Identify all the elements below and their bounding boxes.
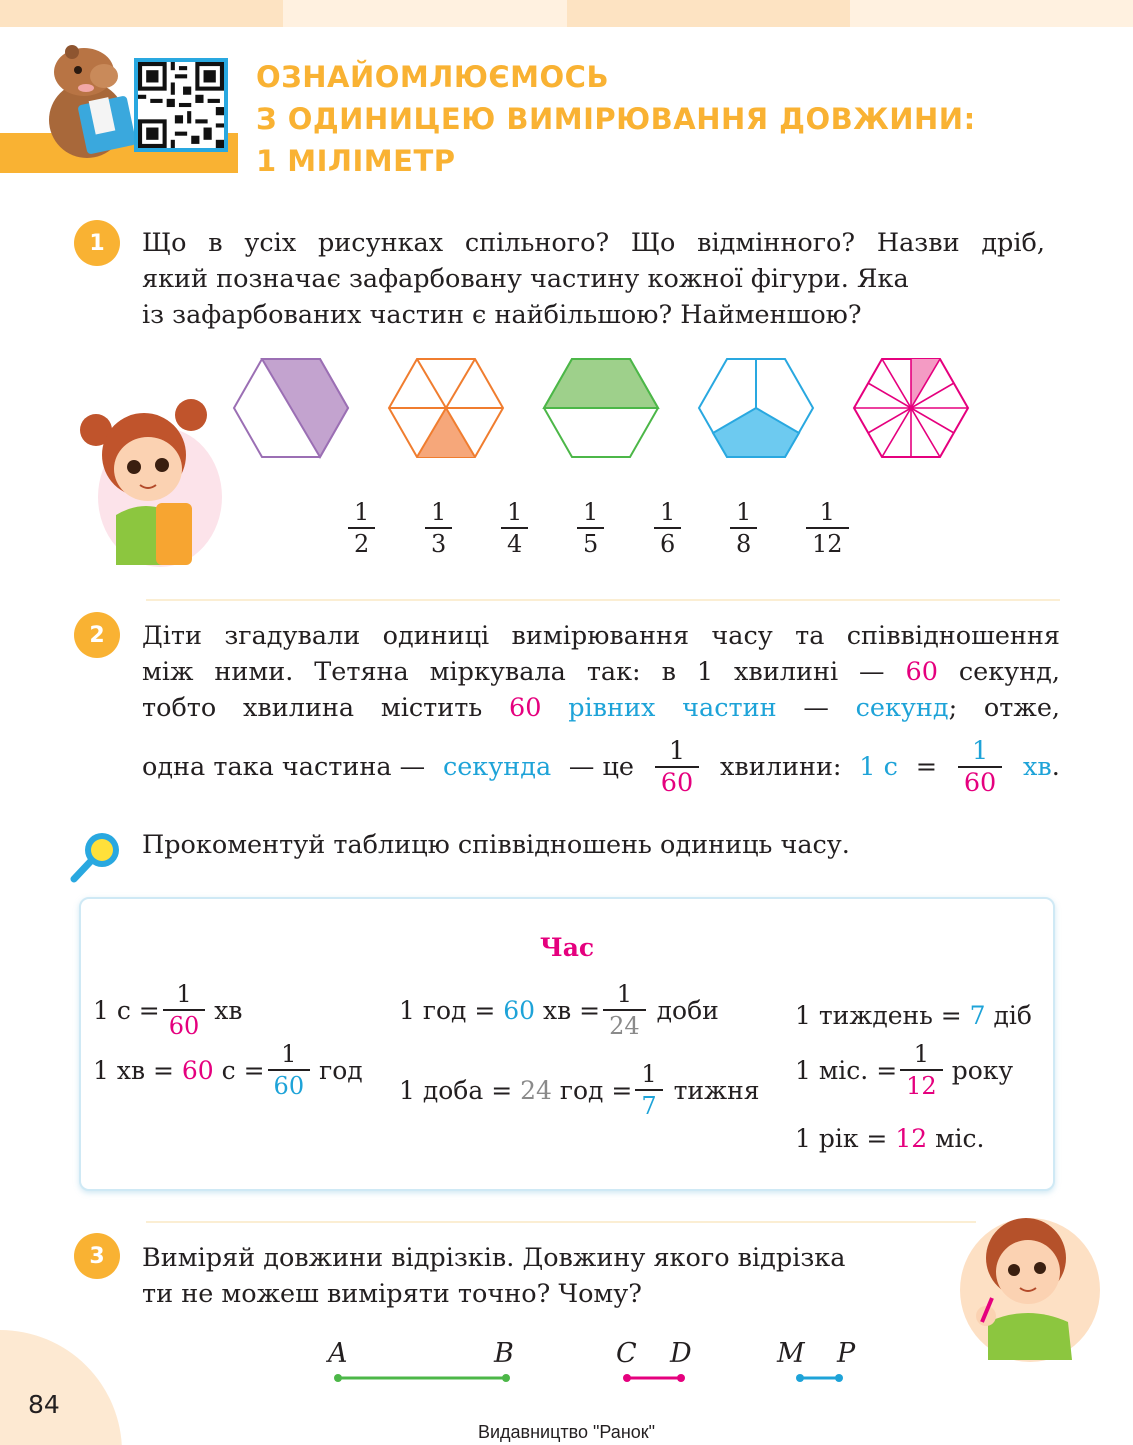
fraction — [958, 736, 1002, 798]
fraction-numerator: 1 — [736, 498, 752, 526]
table-row — [93, 1039, 363, 1101]
task2-line — [142, 730, 1060, 804]
task1-line: Що в усіх рисунках спільного? Що відмінного? Назви дріб, — [142, 228, 1045, 258]
fraction — [163, 979, 206, 1041]
task3-line: ти не можеш виміряти точно? Чому? — [142, 1279, 642, 1309]
title-line: З ОДИНИЦЕЮ ВИМІРЮВАННЯ ДОВЖИНИ: — [256, 102, 976, 136]
task2-line — [142, 654, 1060, 690]
title-line: 1 МІЛІМЕТР — [256, 144, 456, 178]
hexagon-third — [542, 357, 660, 459]
segment-mp — [792, 1370, 848, 1386]
hexagon-half — [232, 357, 350, 459]
comment-instruction: Прокоментуй таблицю співвідношень одиниць часу. — [142, 830, 850, 860]
fraction — [900, 1039, 943, 1101]
fraction — [348, 497, 375, 559]
text-run: одна така частина — — [142, 752, 426, 782]
fraction-denominator: 60 — [163, 1009, 206, 1041]
fraction-numerator: 1 — [354, 498, 370, 526]
fraction-denominator: 60 — [958, 766, 1002, 798]
fraction — [603, 979, 646, 1041]
point-label: C — [616, 1338, 637, 1369]
text-run: між ними. Тетяна міркувала так: в 1 хвилині — — [142, 657, 885, 687]
highlight-term: секунд — [855, 693, 949, 723]
highlight-term: 1 с — [859, 752, 898, 782]
magnifier-icon — [68, 829, 126, 885]
point-label: P — [837, 1338, 856, 1369]
highlight-number: 60 — [508, 693, 542, 723]
fraction-denominator: 3 — [425, 527, 452, 559]
text-run: 1 доба = — [399, 1075, 513, 1105]
table-row — [93, 979, 242, 1041]
text-run: тобто хвилина містить — [142, 693, 483, 723]
top-stripe — [567, 0, 850, 27]
fraction — [654, 497, 681, 559]
text-run: . — [1051, 752, 1060, 782]
text-run: секунд, — [958, 657, 1060, 687]
segment-ab — [330, 1370, 516, 1386]
fraction-numerator: 1 — [913, 1040, 930, 1068]
fraction-denominator: 7 — [635, 1089, 662, 1121]
text-run: хв = — [543, 995, 601, 1025]
fraction-numerator: 1 — [971, 736, 989, 766]
point-label: D — [670, 1338, 692, 1369]
text-run: 1 тиждень = — [795, 1001, 962, 1030]
fraction-numerator: 1 — [583, 498, 599, 526]
text-run: хвилини: — [720, 752, 842, 782]
fraction — [635, 1059, 662, 1121]
highlight-term: хв — [1023, 752, 1052, 782]
fraction-numerator: 1 — [616, 980, 632, 1008]
table-row — [795, 1124, 984, 1153]
task3-line: Виміряй довжини відрізків. Довжину якого відрізка — [142, 1243, 846, 1273]
lesson-title — [256, 56, 1076, 182]
fraction-denominator: 24 — [603, 1009, 646, 1041]
table-title: Час — [539, 933, 595, 962]
fraction-numerator: 1 — [819, 498, 835, 526]
fraction-denominator: 60 — [268, 1069, 311, 1101]
boy-illustration — [958, 1212, 1108, 1362]
fraction — [577, 497, 604, 559]
text-run: ; отже, — [948, 693, 1061, 723]
task-number-badge: 1 — [74, 220, 120, 266]
text-run: с = — [221, 1055, 265, 1085]
fraction-denominator: 60 — [655, 766, 699, 798]
qr-code[interactable] — [134, 58, 228, 152]
point-label: B — [494, 1338, 514, 1369]
page-number: 84 — [28, 1390, 60, 1419]
text-run: 1 с = — [93, 995, 160, 1025]
text-run: року — [951, 1055, 1014, 1085]
highlight-number: 60 — [181, 1055, 214, 1085]
text-run: міс. — [935, 1124, 985, 1153]
hexagon-sixth — [387, 357, 505, 459]
qr-code-icon — [138, 62, 224, 148]
task2-line — [142, 690, 1060, 726]
fraction — [425, 497, 452, 559]
fraction — [655, 736, 699, 798]
text-run: хв — [214, 995, 243, 1025]
fraction-denominator: 6 — [654, 527, 681, 559]
task-number-badge: 2 — [74, 612, 120, 658]
task1-line: із зафарбованих частин є найбільшою? Найменшою? — [142, 300, 862, 330]
hexagon-twelfth — [852, 357, 970, 459]
segment-cd — [619, 1370, 691, 1386]
text-run: діб — [993, 1001, 1032, 1030]
fraction — [806, 497, 849, 559]
table-row — [795, 1039, 1013, 1101]
girl-illustration — [76, 385, 226, 570]
section-divider — [146, 1221, 976, 1223]
top-stripe — [283, 0, 567, 27]
highlight-number: 60 — [503, 995, 536, 1025]
fraction — [501, 497, 528, 559]
time-relations-table — [79, 897, 1055, 1191]
task-number-badge: 3 — [74, 1233, 120, 1279]
highlight-number: 60 — [905, 657, 938, 687]
fraction-numerator: 1 — [431, 498, 447, 526]
highlight-number: 24 — [520, 1075, 552, 1105]
highlight-term: рівних частин — [568, 693, 777, 723]
fraction-numerator: 1 — [176, 980, 192, 1008]
fraction-denominator: 12 — [806, 527, 849, 559]
fraction-numerator: 1 — [660, 498, 676, 526]
fraction-denominator: 8 — [730, 527, 757, 559]
fraction-numerator: 1 — [507, 498, 523, 526]
task2-line: Діти згадували одиниці вимірювання часу та співвідношення — [142, 621, 1060, 651]
text-run: год = — [559, 1075, 633, 1105]
equals-sign: = — [915, 752, 938, 782]
text-run: год — [319, 1055, 363, 1085]
point-label: A — [328, 1338, 348, 1369]
top-stripe — [850, 0, 1133, 27]
point-label: M — [777, 1338, 805, 1369]
text-run: доби — [656, 995, 719, 1025]
text-run: 1 хв = — [93, 1055, 174, 1085]
fraction-numerator: 1 — [281, 1040, 297, 1068]
top-stripe — [0, 0, 283, 27]
text-run: — — [803, 693, 829, 723]
task1-line: який позначає зафарбовану частину кожної фігури. Яка — [142, 264, 909, 294]
table-row — [399, 979, 719, 1041]
text-run: 1 рік = — [795, 1124, 888, 1153]
text-run: тижня — [673, 1075, 760, 1105]
fraction-numerator: 1 — [668, 736, 686, 766]
highlight-term: секунда — [442, 752, 552, 782]
fraction — [730, 497, 757, 559]
table-row — [399, 1059, 760, 1121]
capybara-illustration — [42, 40, 142, 160]
text-run: 1 міс. = — [795, 1055, 898, 1085]
fraction-denominator: 4 — [501, 527, 528, 559]
section-divider — [146, 599, 1060, 601]
highlight-number: 12 — [895, 1124, 928, 1153]
fraction-numerator: 1 — [641, 1060, 657, 1088]
hexagon-thirds — [697, 357, 815, 459]
fraction-denominator: 12 — [900, 1069, 943, 1101]
title-line: ОЗНАЙОМЛЮЄМОСЬ — [256, 60, 610, 94]
fraction-denominator: 5 — [577, 527, 604, 559]
text-run: — це — [568, 752, 635, 782]
text-run: 1 год = — [399, 995, 496, 1025]
fraction-denominator: 2 — [348, 527, 375, 559]
highlight-number: 7 — [969, 1001, 986, 1030]
fraction — [268, 1039, 311, 1101]
table-row — [795, 1001, 1032, 1030]
publisher-credit: Видавництво "Ранок" — [477, 1422, 656, 1442]
